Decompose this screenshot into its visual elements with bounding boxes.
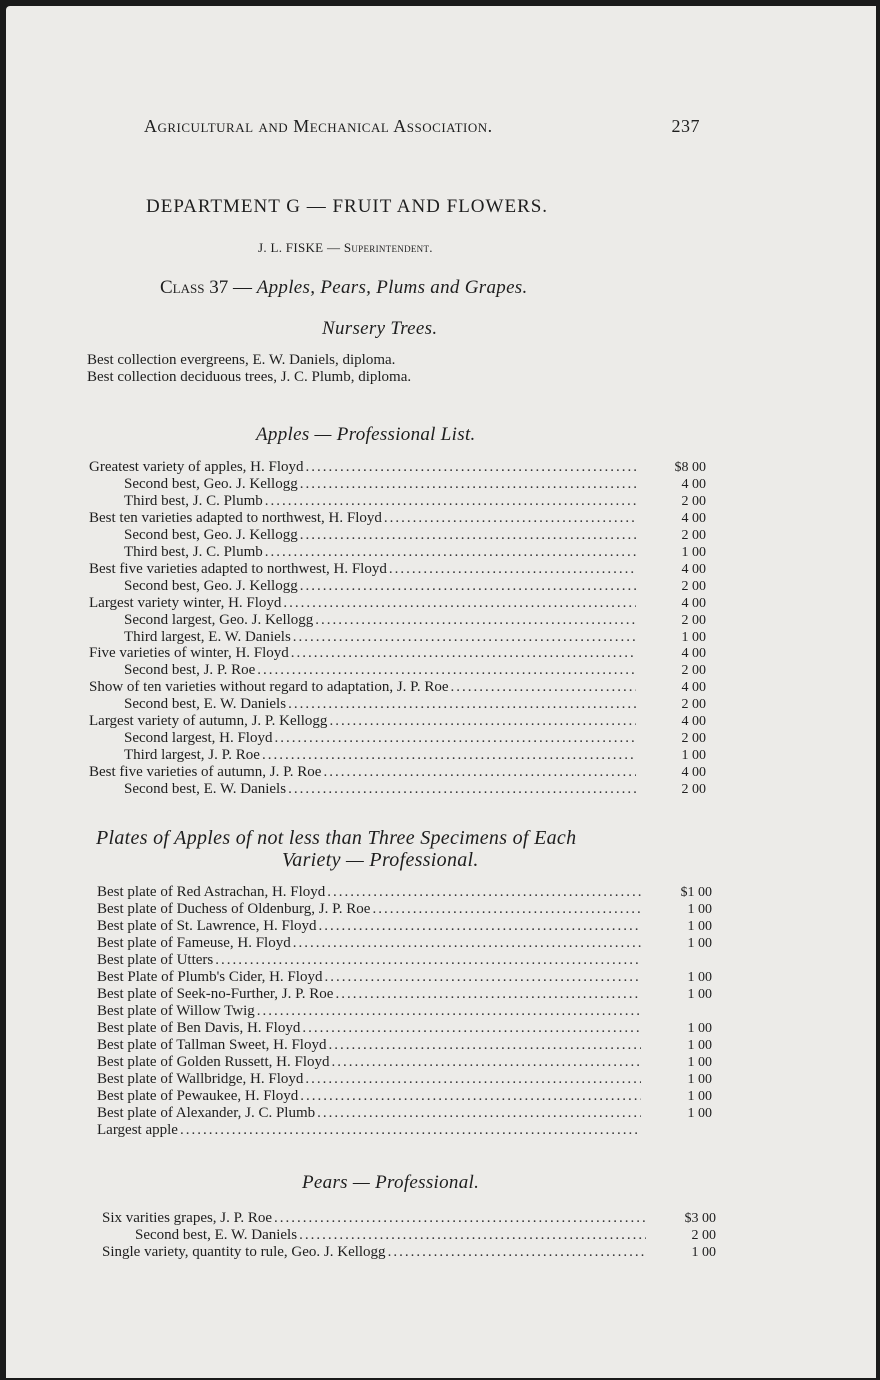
entry-amount: 2 00 (681, 782, 706, 798)
entry-label: Largest apple (97, 1122, 178, 1138)
entry-amount: 2 00 (681, 578, 706, 594)
prize-entry (102, 1244, 650, 1261)
leader-dots (302, 1020, 641, 1037)
class-heading (160, 277, 528, 299)
entry-label: Largest variety winter, H. Floyd (89, 594, 282, 611)
prize-entry (124, 527, 640, 544)
leader-dots (265, 544, 636, 561)
prize-entry (89, 713, 640, 730)
entry-label: Best plate of Golden Russett, H. Floyd (97, 1054, 330, 1070)
prize-entry (97, 935, 645, 952)
entry-label: Best plate of Tallman Sweet, H. Floyd (97, 1037, 327, 1053)
entry-label: Second best, E. W. Daniels (124, 696, 287, 713)
entry-amount: 1 00 (687, 919, 712, 934)
entry-label: Best plate of St. Lawrence, H. Floyd (97, 918, 317, 934)
prize-entry (102, 1210, 650, 1227)
entry-amount: 2 00 (681, 663, 706, 679)
entry-amount: $3 00 (684, 1211, 716, 1226)
entry-amount: 1 00 (687, 1038, 712, 1053)
entry-amount: 1 00 (681, 748, 706, 764)
prize-entry (124, 612, 640, 629)
prize-entry (97, 986, 645, 1003)
prize-entry (97, 1020, 645, 1037)
entry-label: Best plate of Ben Davis, H. Floyd (97, 1020, 301, 1036)
entry-amount: 4 00 (681, 476, 706, 492)
leader-dots (257, 1003, 641, 1020)
leader-dots (332, 1054, 642, 1071)
leader-dots (384, 510, 636, 527)
entry-amount: 1 00 (681, 544, 706, 560)
entry-amount: 1 00 (687, 1021, 712, 1036)
entry-amount: 4 00 (681, 646, 706, 662)
prize-entry (89, 561, 640, 578)
prize-entry (124, 747, 640, 764)
leader-dots (315, 612, 636, 629)
prize-entry (89, 595, 640, 612)
prize-entry (124, 730, 640, 747)
leader-dots (265, 493, 636, 510)
apples-professional-heading: Apples — Professional List. (256, 424, 476, 445)
entry-amount: 4 00 (681, 595, 706, 611)
leader-dots (300, 1088, 641, 1105)
entry-label: Third largest, E. W. Daniels (124, 628, 291, 645)
prize-entry (124, 544, 640, 561)
entry-amount: 1 00 (687, 1055, 712, 1070)
leader-dots (257, 662, 636, 679)
entry-label: Best plate of Pewaukee, H. Floyd (97, 1088, 299, 1104)
prize-entry (124, 629, 640, 646)
prize-entry (97, 969, 645, 986)
prize-entry (124, 662, 640, 679)
leader-dots (299, 1227, 646, 1244)
entry-label: Second best, J. P. Roe (124, 662, 256, 679)
entry-amount: 2 00 (681, 493, 706, 509)
entry-amount: 4 00 (681, 561, 706, 577)
leader-dots (324, 969, 641, 986)
entry-label: Second best, Geo. J. Kellogg (124, 577, 298, 594)
prize-entry (97, 1088, 645, 1105)
entry-label: Second best, Geo. J. Kellogg (124, 526, 298, 543)
entry-label: Best plate of Fameuse, H. Floyd (97, 935, 291, 951)
prize-entry (89, 764, 640, 781)
leader-dots (274, 730, 636, 747)
entry-amount: 2 00 (681, 527, 706, 543)
leader-dots (319, 918, 641, 935)
entry-label: Best five varieties adapted to northwest, H. Floyd (89, 560, 387, 577)
entry-label: Best ten varieties adapted to northwest, H. Floyd (89, 509, 382, 526)
superintendent-name: J. L. FISKE — (258, 240, 341, 255)
entry-amount: 1 00 (687, 936, 712, 951)
prize-entry (97, 901, 645, 918)
leader-dots (274, 1210, 646, 1227)
superintendent-role: Superintendent. (343, 240, 433, 255)
prize-entry (97, 1071, 645, 1088)
plates-heading-line1: Plates of Apples of not less than Three Specimens of Each (96, 827, 577, 849)
leader-dots (262, 747, 636, 764)
entry-label: Best plate of Red Astrachan, H. Floyd (97, 884, 326, 900)
entry-label: Best plate of Alexander, J. C. Plumb (97, 1105, 316, 1121)
leader-dots (300, 527, 636, 544)
entry-label: Five varieties of winter, H. Floyd (89, 645, 289, 662)
entry-label: Second best, E. W. Daniels (124, 781, 287, 798)
entry-label: Best plate of Wallbridge, H. Floyd (97, 1071, 304, 1087)
leader-dots (283, 595, 636, 612)
prize-entry (124, 696, 640, 713)
entry-amount: 2 00 (681, 612, 706, 628)
leader-dots (317, 1105, 641, 1122)
prize-entry (89, 510, 640, 527)
entry-amount: 1 00 (687, 970, 712, 985)
entry-label: Second best, Geo. J. Kellogg (124, 475, 298, 492)
leader-dots (328, 1037, 641, 1054)
prize-entry (124, 578, 640, 595)
entry-amount: 1 00 (687, 1089, 712, 1104)
leader-dots (293, 935, 641, 952)
class-title: Apples, Pears, Plums and Grapes. (256, 277, 528, 298)
leader-dots (306, 459, 636, 476)
entry-label: Greatest variety of apples, H. Floyd (89, 459, 304, 475)
running-title: Agricultural and Mechanical Association. (144, 116, 493, 136)
leader-dots (288, 696, 636, 713)
entry-amount: 1 00 (687, 987, 712, 1002)
nursery-line: Best collection evergreens, E. W. Daniels, diploma. (87, 352, 396, 368)
plates-heading (96, 827, 716, 871)
entry-label: Best plate of Utters (97, 952, 214, 968)
entry-label: Third best, J. C. Plumb (124, 543, 263, 560)
leader-dots (305, 1071, 641, 1088)
entry-amount: 1 00 (687, 1106, 712, 1121)
prize-entry (97, 918, 645, 935)
entry-label: Third best, J. C. Plumb (124, 492, 263, 509)
prize-entry (89, 645, 640, 662)
running-head (144, 116, 700, 137)
leader-dots (300, 578, 636, 595)
prize-entry (124, 476, 640, 493)
leader-dots (300, 476, 636, 493)
leader-dots (451, 679, 636, 696)
leader-dots (335, 986, 641, 1003)
leader-dots (323, 764, 636, 781)
entry-amount: $1 00 (680, 885, 712, 900)
class-label: Class 37 — (160, 277, 252, 298)
prize-entry (124, 493, 640, 510)
entry-amount: 2 00 (681, 697, 706, 713)
nursery-line: Best collection deciduous trees, J. C. Plumb, diploma. (87, 369, 412, 385)
prize-entry (97, 952, 645, 969)
leader-dots (288, 781, 636, 798)
entry-amount: 1 00 (687, 1072, 712, 1087)
entry-amount: 1 00 (687, 902, 712, 917)
entry-amount: 2 00 (681, 731, 706, 747)
prize-entry (97, 1105, 645, 1122)
entry-label: Single variety, quantity to rule, Geo. J. Kellogg (102, 1244, 386, 1260)
superintendent-line (258, 240, 433, 256)
leader-dots (388, 1244, 646, 1261)
prize-entry (97, 1054, 645, 1071)
prize-entry (124, 781, 640, 798)
entry-label: Best plate of Willow Twig (97, 1003, 255, 1019)
entry-amount: 4 00 (681, 765, 706, 781)
leader-dots (291, 645, 636, 662)
department-heading: DEPARTMENT G — FRUIT AND FLOWERS. (146, 196, 549, 217)
prize-entry (135, 1227, 650, 1244)
leader-dots (327, 884, 641, 901)
entry-label: Best Plate of Plumb's Cider, H. Floyd (97, 969, 323, 985)
entry-label: Second largest, Geo. J. Kellogg (124, 611, 314, 628)
entry-label: Six varities grapes, J. P. Roe (102, 1210, 272, 1226)
entry-label: Best five varieties of autumn, J. P. Roe (89, 764, 322, 781)
entry-label: Show of ten varieties without regard to adaptation, J. P. Roe (89, 679, 449, 696)
plates-heading-line2: Variety — Professional. (282, 849, 479, 871)
page-number: 237 (671, 116, 700, 136)
entry-amount: 4 00 (681, 680, 706, 696)
entry-label: Second largest, H. Floyd (124, 730, 273, 747)
leader-dots (293, 629, 636, 646)
entry-label: Best plate of Seek-no-Further, J. P. Roe (97, 986, 334, 1002)
pears-heading: Pears — Professional. (302, 1172, 480, 1193)
leader-dots (180, 1122, 641, 1139)
entry-amount: 4 00 (681, 510, 706, 526)
nursery-heading: Nursery Trees. (322, 318, 438, 339)
entry-amount: 4 00 (681, 714, 706, 730)
leader-dots (389, 561, 636, 578)
entry-label: Third largest, J. P. Roe (124, 747, 260, 764)
entry-label: Largest variety of autumn, J. P. Kellogg (89, 713, 328, 730)
prize-entry (97, 1122, 645, 1139)
entry-label: Best plate of Duchess of Oldenburg, J. P. Roe (97, 901, 371, 917)
entry-amount: 1 00 (691, 1245, 716, 1260)
prize-entry (89, 679, 640, 696)
leader-dots (215, 952, 641, 969)
prize-entry (97, 884, 645, 901)
entry-amount: 2 00 (691, 1228, 716, 1243)
leader-dots (329, 713, 636, 730)
leader-dots (372, 901, 641, 918)
entry-label: Second best, E. W. Daniels (135, 1227, 298, 1243)
prize-entry (97, 1037, 645, 1054)
prize-entry (89, 459, 640, 476)
entry-amount: 1 00 (681, 629, 706, 645)
prize-entry (97, 1003, 645, 1020)
entry-amount: $8 00 (674, 460, 706, 475)
